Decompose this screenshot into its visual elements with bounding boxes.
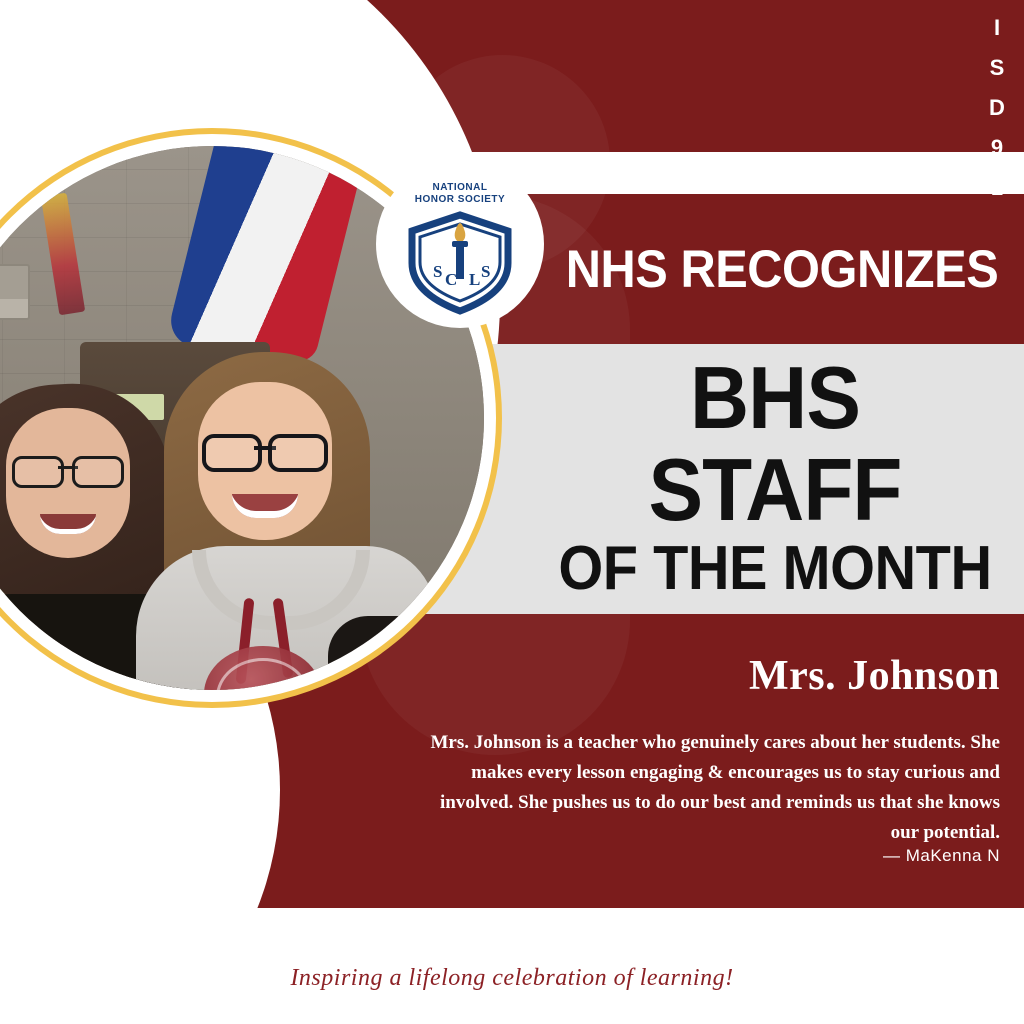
title-line-2: OF THE MONTH [558,534,992,603]
nhs-emblem-line1: NATIONAL [432,182,488,193]
photo-student-glasses [202,434,328,464]
footer-tagline: Inspiring a lifelong celebration of learning! [290,965,734,991]
svg-text:L: L [469,270,481,289]
district-letter-s: S [989,55,1007,80]
title-line-1: BHS STAFF [648,348,902,539]
eyebrow-text: NHS RECOGNIZES [565,239,999,299]
district-letter-d: D [989,95,1007,120]
svg-text:S: S [481,262,491,281]
photo-teacher-glasses [12,456,124,482]
district-digit-9: 9 [990,135,1006,160]
svg-text:S: S [433,262,443,281]
nhs-shield-icon [390,185,530,325]
honoree-quote: Mrs. Johnson is a teacher who genuinely cares about her students. She makes every lesson engaging & encourages us to stay curious and involved. She pushes us to do our best and reminds us that she knows our potential. [430,732,1000,843]
photo-wall-vent [0,264,30,320]
quote-attribution: — MaKenna N [883,846,1000,865]
page-title [540,348,1010,603]
nhs-emblem-title [376,182,544,206]
honoree-name: Mrs. Johnson [748,653,1000,699]
district-digit-1: 1 [990,175,1006,200]
eyebrow-banner [540,194,1024,344]
district-label [978,8,1018,208]
nhs-emblem-badge [376,160,544,328]
district-letter-i: I [993,15,1003,40]
white-band-bottom [0,908,1024,922]
nhs-emblem-line2: HONOR SOCIETY [414,194,506,205]
svg-text:C: C [445,270,458,289]
